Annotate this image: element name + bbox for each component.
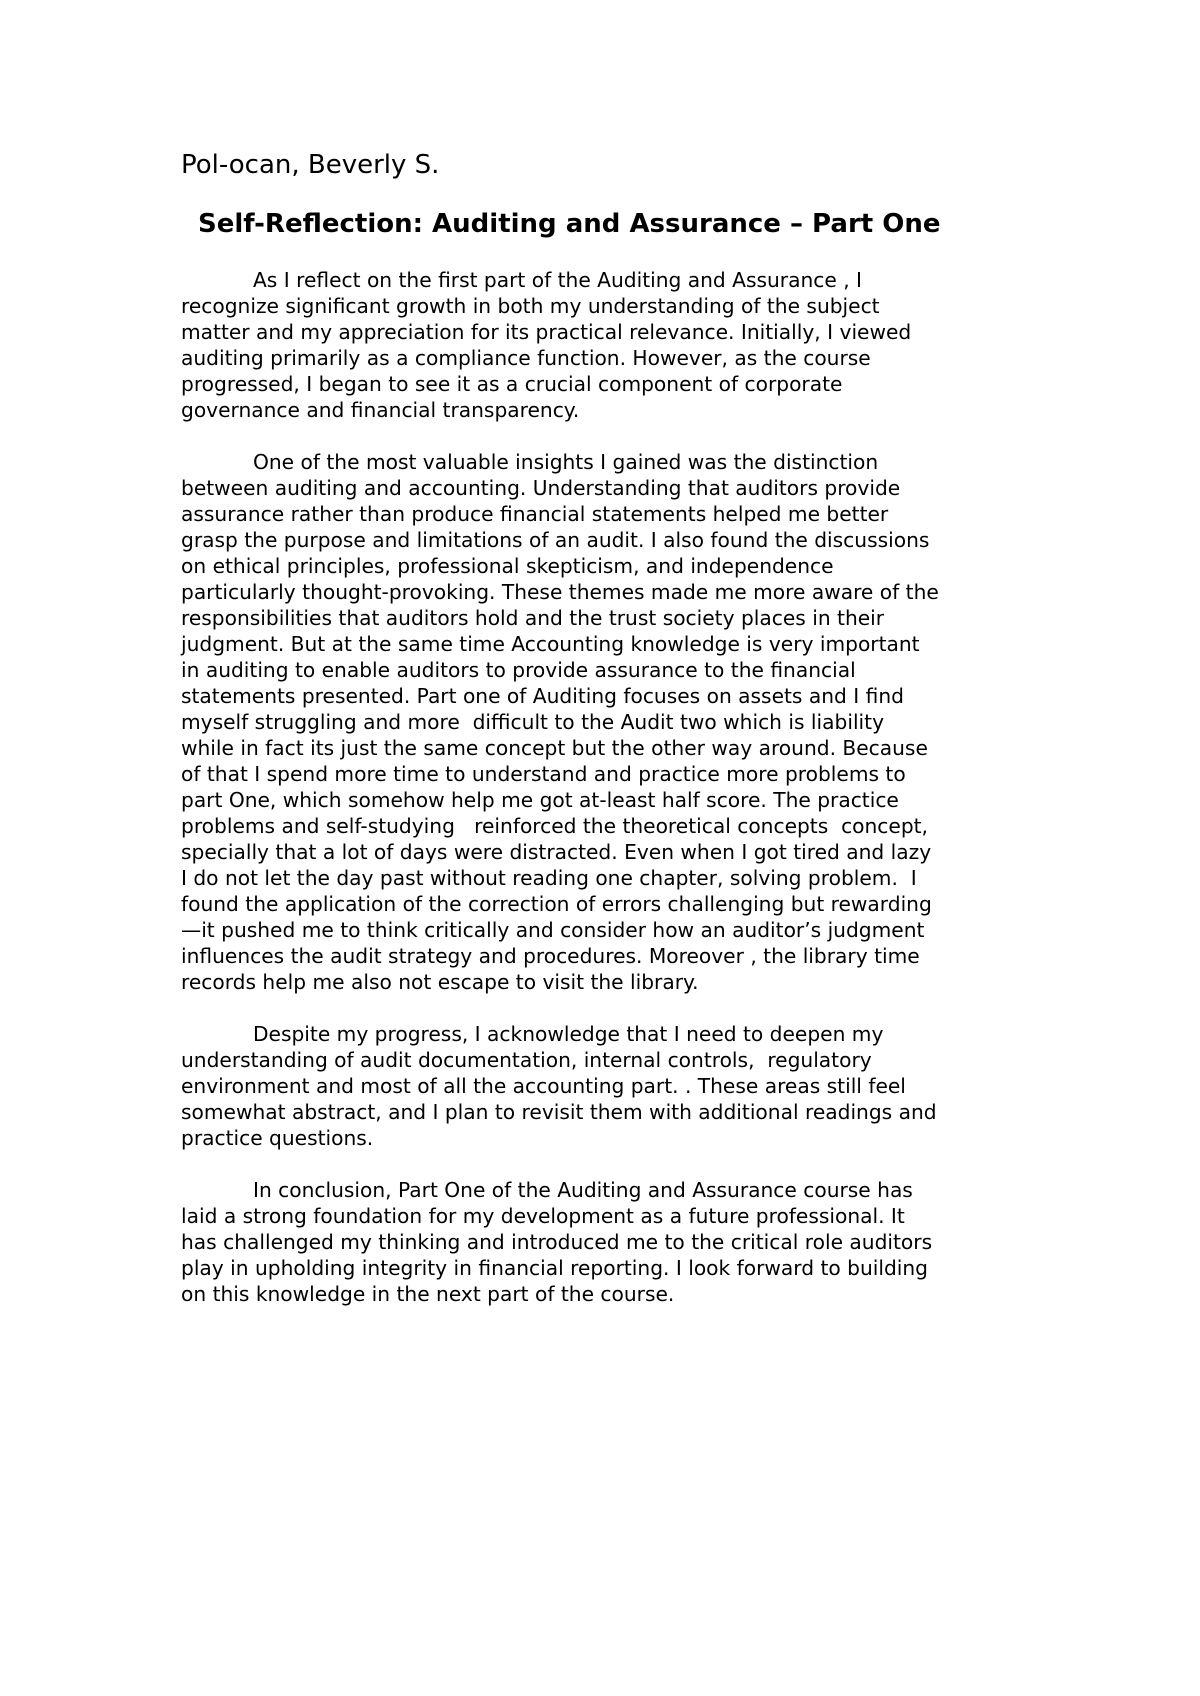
paragraph-line: statements presented. Part one of Auditing focuses on assets and I find xyxy=(181,684,904,708)
paragraph-line: laid a strong foundation for my development as a future professional. It xyxy=(181,1204,905,1228)
paragraph-line: myself struggling and more difficult to the Audit two which is liability xyxy=(181,710,885,734)
paragraph-line: influences the audit strategy and procedures. Moreover , the library time xyxy=(181,944,920,968)
paragraph-line: particularly thought-provoking. These themes made me more aware of the xyxy=(181,580,939,604)
paragraph-line: assurance rather than produce financial statements helped me better xyxy=(181,502,889,526)
paragraph xyxy=(181,1177,1031,1307)
paragraph-line: of that I spend more time to understand and practice more problems to xyxy=(181,762,906,786)
paragraph-line: practice questions. xyxy=(181,1126,374,1150)
paragraph-line: auditing primarily as a compliance function. However, as the course xyxy=(181,346,871,370)
paragraph-line: play in upholding integrity in financial reporting. I look forward to building xyxy=(181,1256,928,1280)
paragraph-line: between auditing and accounting. Understanding that auditors provide xyxy=(181,476,901,500)
paragraph xyxy=(181,1021,1031,1151)
paragraph-line: matter and my appreciation for its practical relevance. Initially, I viewed xyxy=(181,320,912,344)
paragraph-line: —it pushed me to think critically and consider how an auditor’s judgment xyxy=(181,918,925,942)
paragraph xyxy=(181,267,1031,423)
paragraph-line: Despite my progress, I acknowledge that I need to deepen my xyxy=(253,1022,884,1046)
paragraph-line: records help me also not escape to visit the library. xyxy=(181,970,699,994)
paragraph-line: specially that a lot of days were distracted. Even when I got tired and lazy xyxy=(181,840,932,864)
paragraph-line: in auditing to enable auditors to provide assurance to the financial xyxy=(181,658,856,682)
paragraph-line: One of the most valuable insights I gained was the distinction xyxy=(253,450,879,474)
author-name: Pol-ocan, Beverly S. xyxy=(181,150,440,180)
paragraph-line: grasp the purpose and limitations of an audit. I also found the discussions xyxy=(181,528,930,552)
paragraph-line: has challenged my thinking and introduced me to the critical role auditors xyxy=(181,1230,933,1254)
paragraph xyxy=(181,449,1031,995)
paragraph-line: judgment. But at the same time Accounting knowledge is very important xyxy=(181,632,920,656)
paragraph-line: governance and financial transparency. xyxy=(181,398,580,422)
paragraph-line: As I reflect on the first part of the Auditing and Assurance , I xyxy=(253,268,862,292)
paragraph-line: on this knowledge in the next part of the course. xyxy=(181,1282,675,1306)
paragraph-line: I do not let the day past without reading one chapter, solving problem. I xyxy=(181,866,917,890)
paragraph-line: environment and most of all the accounting part. . These areas still feel xyxy=(181,1074,906,1098)
document-title: Self-Reflection: Auditing and Assurance – Part One xyxy=(198,209,941,239)
paragraph-line: recognize significant growth in both my understanding of the subject xyxy=(181,294,880,318)
paragraph-line: progressed, I began to see it as a crucial component of corporate xyxy=(181,372,843,396)
paragraph-line: while in fact its just the same concept but the other way around. Because xyxy=(181,736,928,760)
document-body xyxy=(181,267,1031,1333)
paragraph-line: somewhat abstract, and I plan to revisit them with additional readings and xyxy=(181,1100,937,1124)
paragraph-line: found the application of the correction of errors challenging but rewarding xyxy=(181,892,932,916)
paragraph-line: understanding of audit documentation, internal controls, regulatory xyxy=(181,1048,872,1072)
paragraph-line: responsibilities that auditors hold and the trust society places in their xyxy=(181,606,885,630)
paragraph-line: In conclusion, Part One of the Auditing and Assurance course has xyxy=(253,1178,913,1202)
paragraph-line: on ethical principles, professional skepticism, and independence xyxy=(181,554,834,578)
paragraph-line: problems and self-studying reinforced the theoretical concepts concept, xyxy=(181,814,928,838)
paragraph-line: part One, which somehow help me got at-least half score. The practice xyxy=(181,788,899,812)
